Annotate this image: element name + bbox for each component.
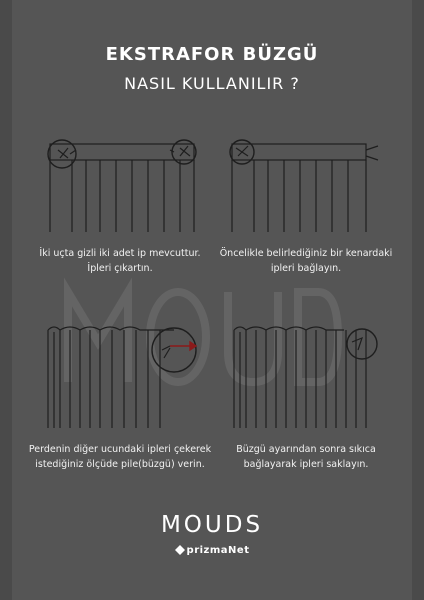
curtain-pull-gather-icon: [24, 316, 224, 436]
step-1-caption-line-1: İki uçta gizli iki adet ip mevcuttur.: [39, 248, 201, 259]
prizmanet-logo: [0, 545, 424, 556]
page-subtitle: NASIL KULLANILIR ?: [124, 74, 300, 93]
curtain-tape-two-knots-icon: [24, 128, 224, 238]
mouds-logo: MOUDS: [160, 512, 264, 538]
step-2-caption: [206, 246, 406, 276]
step-3-caption: [20, 442, 220, 472]
step-1-illustration: [24, 128, 224, 238]
step-4-caption-line-1: Büzgü ayarından sonra sıkıca: [236, 444, 376, 455]
step-2-caption-line-2: ipleri bağlayın.: [270, 263, 342, 274]
curtain-tape-tie-one-end-icon: [212, 128, 412, 238]
step-2-illustration: [212, 128, 412, 238]
page-title: EKSTRAFOR BÜZGÜ: [105, 44, 319, 65]
step-2-caption-line-1: Öncelikle belirlediğiniz bir kenardaki: [219, 248, 393, 259]
step-3-caption-line-2: istediğiniz ölçüde pile(büzgü) verin.: [35, 459, 205, 470]
curtain-gathered-tied-icon: [212, 316, 412, 436]
step-4-caption-line-2: bağlayarak ipleri saklayın.: [243, 459, 369, 470]
prizmanet-text: prizmaNet: [186, 545, 250, 556]
prizmanet-mark-icon: [175, 545, 185, 555]
step-3-caption-line-1: Perdenin diğer ucundaki ipleri çekerek: [28, 444, 212, 455]
step-3-illustration: [24, 316, 224, 436]
step-4-illustration: [212, 316, 412, 436]
step-1-caption: [20, 246, 220, 276]
step-4-caption: [206, 442, 406, 472]
step-1-caption-line-2: İpleri çıkartın.: [87, 263, 153, 274]
